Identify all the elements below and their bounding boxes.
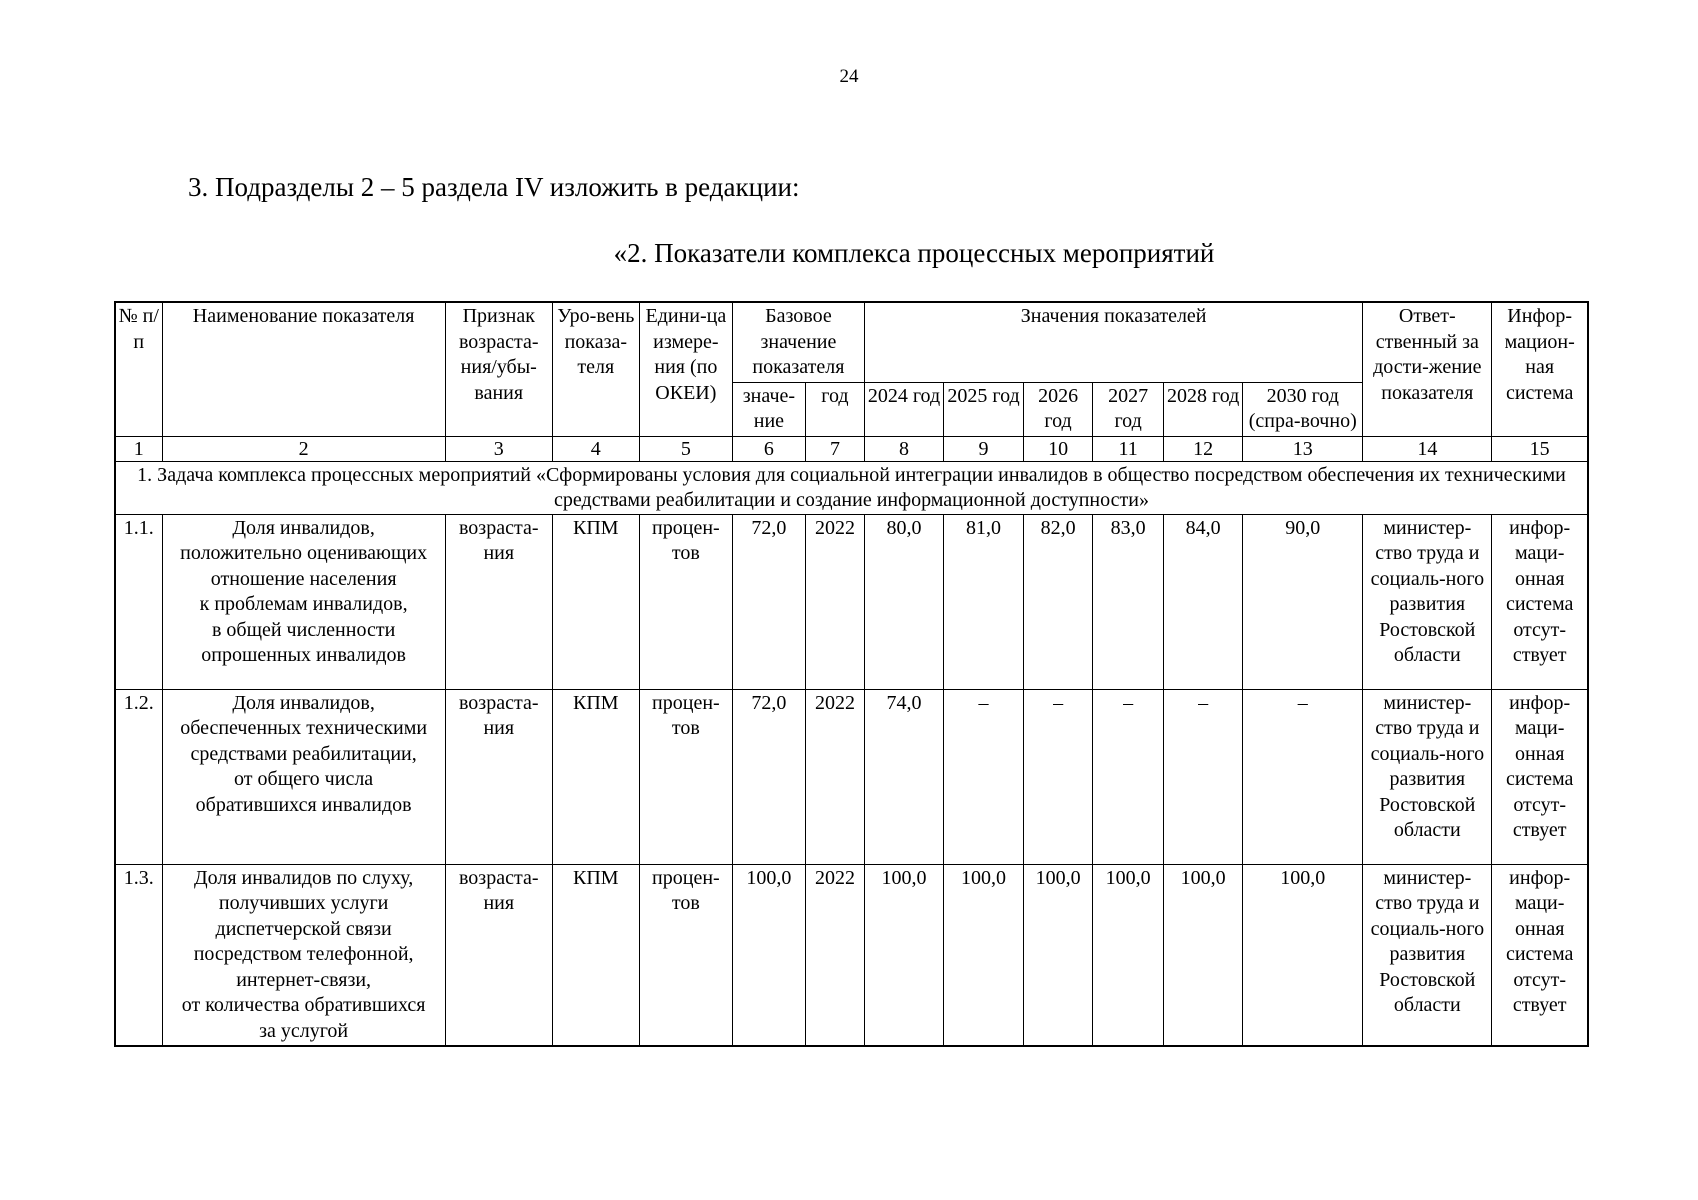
header-year-2027: 2027 год [1093, 382, 1164, 436]
indicator-name-line: от общего числа [234, 768, 374, 790]
header-year-2028: 2028 год [1164, 382, 1243, 436]
info-system: инфор-маци-онная система отсут-ствует [1492, 514, 1588, 689]
indicator-name-line: за услугой [259, 1019, 349, 1042]
intro-paragraph: 3. Подразделы 2 – 5 раздела IV изложить в редакции: [188, 172, 800, 202]
column-number: 5 [639, 436, 732, 461]
info-system: инфор-маци-онная система отсут-ствует [1492, 864, 1588, 1046]
indicator-name-line: обратившихся инвалидов [195, 793, 412, 816]
base-year: 2022 [805, 514, 864, 689]
table-row [115, 864, 1588, 1046]
indicator-name-line: к проблемам инвалидов, [199, 593, 408, 615]
column-number: 13 [1243, 436, 1363, 461]
column-number: 15 [1492, 436, 1588, 461]
indicator-name [162, 689, 445, 864]
value-2028: 84,0 [1164, 514, 1243, 689]
indicator-sign: возраста-ния [445, 864, 552, 1046]
responsible: министер-ство труда и социаль-ного развития Ростовской области [1363, 689, 1492, 864]
indicator-name-line: диспетчерской связи [215, 917, 392, 940]
indicator-name-line: посредством телефонной, [193, 943, 414, 965]
value-2024: 74,0 [864, 689, 943, 864]
header-year-2026: 2026 год [1024, 382, 1093, 436]
header-responsible: Ответ-ственный за дости-жение показателя [1363, 302, 1492, 436]
header-base-year: год [805, 382, 864, 436]
header-values: Значения показателей [864, 302, 1362, 382]
section-title: «2. Показатели комплекса процессных мероприятий [613, 238, 1215, 268]
value-2025: 81,0 [944, 514, 1024, 689]
indicator-unit: процен-тов [639, 514, 732, 689]
column-number: 3 [445, 436, 552, 461]
base-year: 2022 [805, 864, 864, 1046]
column-number: 12 [1164, 436, 1243, 461]
indicator-unit: процен-тов [639, 689, 732, 864]
value-2026: 82,0 [1024, 514, 1093, 689]
indicator-name-line: Доля инвалидов по слуху, [193, 866, 414, 889]
task-row [115, 461, 1588, 514]
base-year: 2022 [805, 689, 864, 864]
column-number: 8 [864, 436, 943, 461]
column-number: 2 [162, 436, 445, 461]
header-base-value: значе-ние [732, 382, 805, 436]
indicator-unit: процен-тов [639, 864, 732, 1046]
indicator-name-line: опрошенных инвалидов [201, 644, 406, 666]
header-unit: Едини-ца измере-ния (по ОКЕИ) [639, 302, 732, 436]
row-num: 1.2. [115, 689, 162, 864]
base-value: 72,0 [732, 514, 805, 689]
indicator-name-line: обеспеченных техническими [180, 717, 428, 739]
value-2027: 83,0 [1093, 514, 1164, 689]
table-row [115, 514, 1588, 689]
column-number: 1 [115, 436, 162, 461]
column-number: 11 [1093, 436, 1164, 461]
responsible: министер-ство труда и социаль-ного развития Ростовской области [1363, 514, 1492, 689]
table-row [115, 689, 1588, 864]
indicator-name-line: Доля инвалидов, [232, 691, 375, 714]
value-2025: 100,0 [944, 864, 1024, 1046]
column-numbers-row [115, 436, 1588, 461]
header-num: № п/п [115, 302, 162, 436]
indicator-sign: возраста-ния [445, 514, 552, 689]
column-number: 9 [944, 436, 1024, 461]
value-2030: 90,0 [1243, 514, 1363, 689]
indicators-table [114, 301, 1589, 1047]
header-row-1 [115, 302, 1588, 382]
indicator-level: КПМ [552, 514, 639, 689]
indicator-sign: возраста-ния [445, 689, 552, 864]
indicator-name-line: от количества обратившихся [181, 994, 426, 1016]
indicator-name-line: в общей численности [211, 618, 396, 641]
value-2027: 100,0 [1093, 864, 1164, 1046]
info-system: инфор-маци-онная система отсут-ствует [1492, 689, 1588, 864]
value-2028: 100,0 [1164, 864, 1243, 1046]
value-2024: 80,0 [864, 514, 943, 689]
indicator-level: КПМ [552, 864, 639, 1046]
header-year-2025: 2025 год [944, 382, 1024, 436]
indicator-name [162, 514, 445, 689]
column-number: 4 [552, 436, 639, 461]
indicator-level: КПМ [552, 689, 639, 864]
row-num: 1.3. [115, 864, 162, 1046]
column-number: 6 [732, 436, 805, 461]
header-info-system: Инфор-мацион-ная система [1492, 302, 1588, 436]
header-year-2030: 2030 год (спра-вочно) [1243, 382, 1363, 436]
value-2027: – [1093, 689, 1164, 864]
value-2028: – [1164, 689, 1243, 864]
indicator-name-line: Доля инвалидов, [232, 516, 375, 539]
page-number: 24 [839, 66, 859, 87]
column-number: 14 [1363, 436, 1492, 461]
indicator-name-line: положительно оценивающих [180, 542, 428, 564]
value-2030: – [1243, 689, 1363, 864]
indicator-name-line: интернет-связи, [236, 968, 372, 991]
base-value: 72,0 [732, 689, 805, 864]
value-2030: 100,0 [1243, 864, 1363, 1046]
indicator-name-line: средствами реабилитации, [190, 742, 417, 765]
task-title: 1. Задача комплекса процессных мероприятий «Сформированы условия для социальной интеграции инвалидов в общество посредством обеспечения их техническими средствами реабилитации и создание информационной доступности» [115, 461, 1588, 514]
value-2024: 100,0 [864, 864, 943, 1046]
value-2026: 100,0 [1024, 864, 1093, 1046]
responsible: министер-ство труда и социаль-ного развития Ростовской области [1363, 864, 1492, 1046]
header-year-2024: 2024 год [864, 382, 943, 436]
indicator-name-line: получивших услуги [218, 892, 389, 914]
value-2025: – [944, 689, 1024, 864]
header-sign: Признак возраста-ния/убы-вания [445, 302, 552, 436]
column-number: 7 [805, 436, 864, 461]
header-name: Наименование показателя [162, 302, 445, 436]
indicator-name-line: отношение населения [210, 567, 397, 590]
indicator-name [162, 864, 445, 1046]
base-value: 100,0 [732, 864, 805, 1046]
header-base: Базовое значение показателя [732, 302, 864, 382]
value-2026: – [1024, 689, 1093, 864]
column-number: 10 [1024, 436, 1093, 461]
header-level: Уро-вень показа-теля [552, 302, 639, 436]
row-num: 1.1. [115, 514, 162, 689]
